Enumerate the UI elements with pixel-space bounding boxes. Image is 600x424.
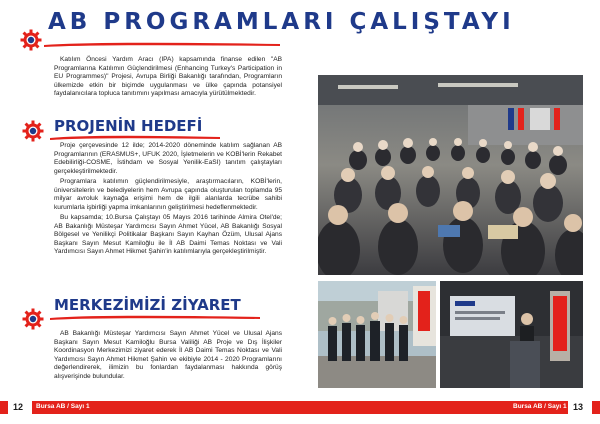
footer-label-left: Bursa AB / Sayı 1 bbox=[36, 403, 90, 410]
section2-paragraph: AB Bakanlığı Müsteşar Yardımcısı Sayın Ahmet Yücel ve Ulusal Ajans Başkanı Sayın Mesut Kamiloğlu Bursa Valiliği AB Proje ve Dış İlişkiler Koordinasyon Merkezimizi ziyaret ederek İl AB Daimi Temas Noktası ve Vali Yardımcısı Sayın Ahmet Hikmet Şahin ve ekibiyle 2014 - 2020 Programlarını değerlendirerek, ilimizin bu fonlardan faydalanması hakkında görüş alışverişinde bulundular. bbox=[54, 330, 282, 380]
footer-label-right: Bursa AB / Sayı 1 bbox=[513, 403, 567, 410]
section1-body bbox=[54, 142, 282, 259]
section-swoosh bbox=[50, 133, 220, 141]
page-number-left: 12 bbox=[13, 402, 24, 412]
title-swoosh bbox=[44, 40, 280, 48]
intro-paragraph bbox=[54, 56, 282, 101]
page-number-right: 13 bbox=[573, 402, 584, 412]
section1-paragraph: Proje çerçevesinde 12 ilde; 2014-2020 döneminde katılım sağlanan AB Programlarının (ERASMUS+, UFUK 2020, İşletmelerin ve KOBİ'lerin Rekabet Edebilirliği-COSME, İstihdam ve Sosyal Yenilik-EaSI) tanıtım çalıştayları gerçekleştirilmektedir. bbox=[54, 142, 282, 175]
section1-paragraph: Programlara katılımın güçlendirilmesiyle, araştırmacıların, KOBİ'lerin, üniversitelerin ve belediyelerin hem Avrupa çapında oluşturulan toplamda 95 milyar avroluk kaynağa erişimi hem de ilgili alanlarda tecrübe sahibi kurumlarla işbirliği yapma imkanlarının geliştirilmesi hedeflenmektedir. bbox=[54, 178, 282, 211]
gear-icon bbox=[22, 120, 44, 142]
section1-paragraph: Bu kapsamda; 10.Bursa Çalıştayı 05 Mayıs 2016 tarihinde Almira Otel'de; AB Bakanlığı Müsteşar Yardımcısı Sayın Ahmet Yücel, AB Bakanlığı Sosyal Bölgesel ve Yenilikçi Politikalar Başkanı Sayın Kayhan Özüm, Ulusal Ajans Başkanı Sayın Mesut Kamiloğlu ile İl AB Daimi Temas Noktası ve Vali Yardımcısı Sayın Ahmet Hikmet Şahin'in katılımlarıyla gerçekleştirilmiştir. bbox=[54, 214, 282, 255]
speaker-photo bbox=[440, 281, 583, 388]
intro-text: Katılım Öncesi Yardım Aracı (IPA) kapsamında finanse edilen "AB Programlarına Katılımın Güçlendirilmesi (Enhancing Turkey's Participation in EU Programmes)" Projesi, Avrupa Birliği Bakanlığı tarafından, Programların ülkemizde etkin bir biçimde uygulanması ve ülke çapında potansiyel faydalanıcılara topluca tanıtımını yapılması amacıyla yürütülmektedir. bbox=[54, 56, 282, 97]
conference-hall-photo bbox=[318, 75, 583, 275]
group-photo bbox=[318, 281, 436, 388]
gear-icon bbox=[22, 308, 44, 330]
section-title-merkezimizi-ziyaret: MERKEZİMİZİ ZİYARET bbox=[54, 296, 241, 314]
footer-bar bbox=[0, 401, 600, 414]
page-title: AB PROGRAMLARI ÇALIŞTAYI bbox=[48, 9, 515, 35]
gear-icon bbox=[20, 29, 42, 51]
section-swoosh bbox=[50, 313, 260, 321]
section2-body bbox=[54, 330, 282, 383]
section-title-projenin-hedefi: PROJENİN HEDEFİ bbox=[54, 117, 203, 135]
